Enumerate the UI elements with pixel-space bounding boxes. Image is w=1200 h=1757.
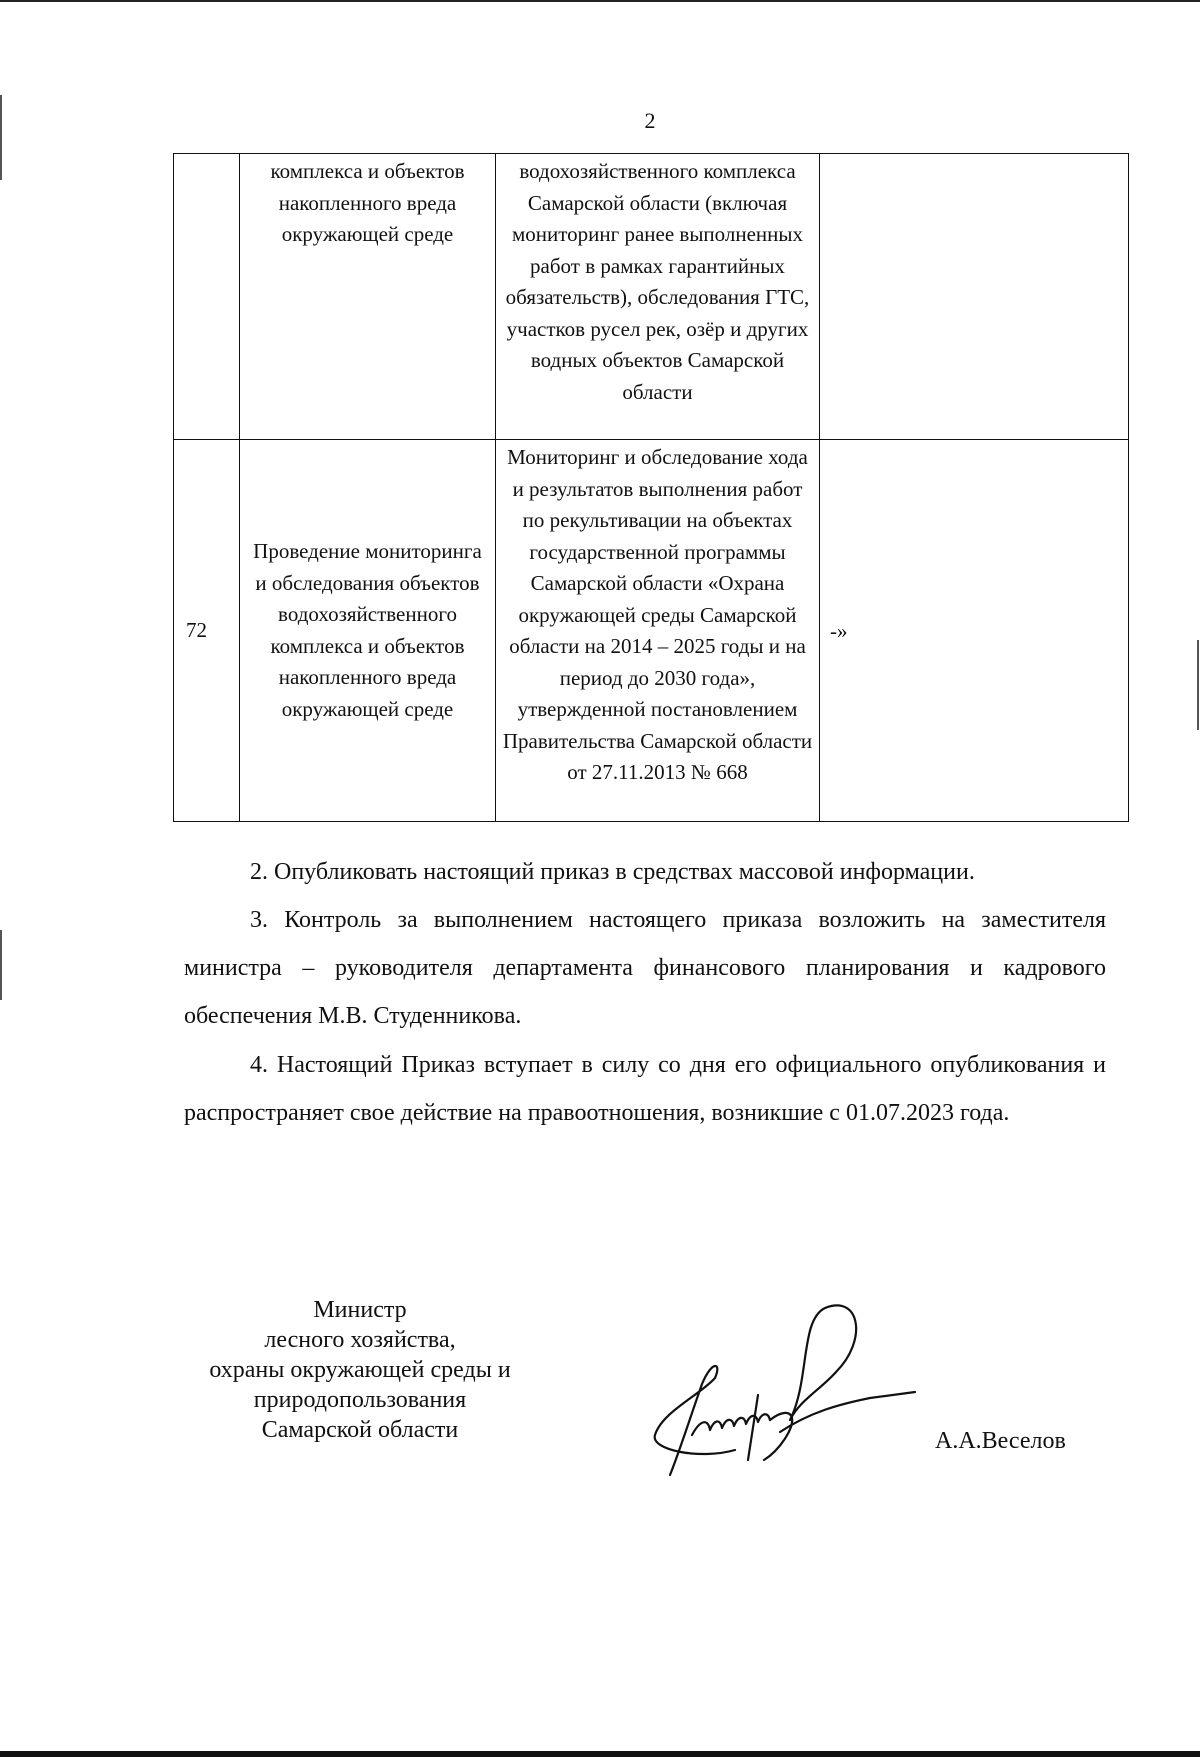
measure-description-cell: Мониторинг и обследование хода и результатов выполнения работ по рекультивации на объектах государственной программы Самарской области «Охрана окружающей среды Самарской области на 2014 – 2025 годы и на период до 2030 года», утвержденной постановлением Правительства Самарской области от 27.11.2013 № 668 — [496, 440, 820, 822]
paragraph-control-text: 3. Контроль за выполнением настоящего приказа возложить на заместителя министра – руководителя департамента финансового планирования и кадрового обеспечения М.В. Студенникова. — [184, 907, 1106, 1029]
signatory-title-line: лесного хозяйства, — [264, 1327, 456, 1353]
items-table — [173, 153, 1129, 822]
table-row — [174, 154, 1129, 440]
page-top-edge — [0, 0, 1200, 2]
mark-text: -» — [830, 618, 848, 643]
mark-cell — [820, 440, 1129, 822]
signatory-title — [175, 1295, 545, 1445]
measure-name-cell: Проведение мониторинга и обследования объектов водохозяйственного комплекса и объектов накопленного вреда окружающей среде — [240, 440, 496, 822]
signatory-title-line: природопользования — [253, 1387, 467, 1413]
table-row — [174, 440, 1129, 822]
page-number: 2 — [644, 108, 656, 133]
right-margin-mark — [1197, 640, 1199, 730]
page-bottom-edge — [0, 1751, 1200, 1757]
row-number-cell: 72 — [174, 440, 240, 822]
paragraph-publish-text: 2. Опубликовать настоящий приказ в средствах массовой информации. — [250, 859, 975, 885]
paragraph-effective — [184, 1041, 1106, 1137]
left-margin-mark — [0, 95, 2, 180]
paragraph-effective-text: 4. Настоящий Приказ вступает в силу со дня его официального опубликования и распространяет свое действие на правоотношения, возникшие с 01.07.2023 года. — [184, 1052, 1106, 1126]
handwritten-signature — [640, 1300, 920, 1480]
signer-name: А.А.Веселов — [935, 1428, 1066, 1454]
mark-cell — [820, 154, 1129, 440]
row-number-cell — [174, 154, 240, 440]
measure-description-cell: водохозяйственного комплекса Самарской области (включая мониторинг ранее выполненных работ в рамках гарантийных обязательств), обследования ГТС, участков русел рек, озёр и других водных объектов Самарской области — [496, 154, 820, 440]
paragraph-publish — [184, 848, 1106, 896]
left-margin-mark — [0, 930, 2, 1000]
signatory-title-line: Министр — [313, 1297, 407, 1323]
measure-name-cell: комплекса и объектов накопленного вреда окружающей среде — [240, 154, 496, 440]
signatory-title-line: Самарской области — [261, 1417, 459, 1443]
signatory-title-line: охраны окружающей среды и — [209, 1357, 511, 1383]
paragraph-control — [184, 896, 1106, 1040]
